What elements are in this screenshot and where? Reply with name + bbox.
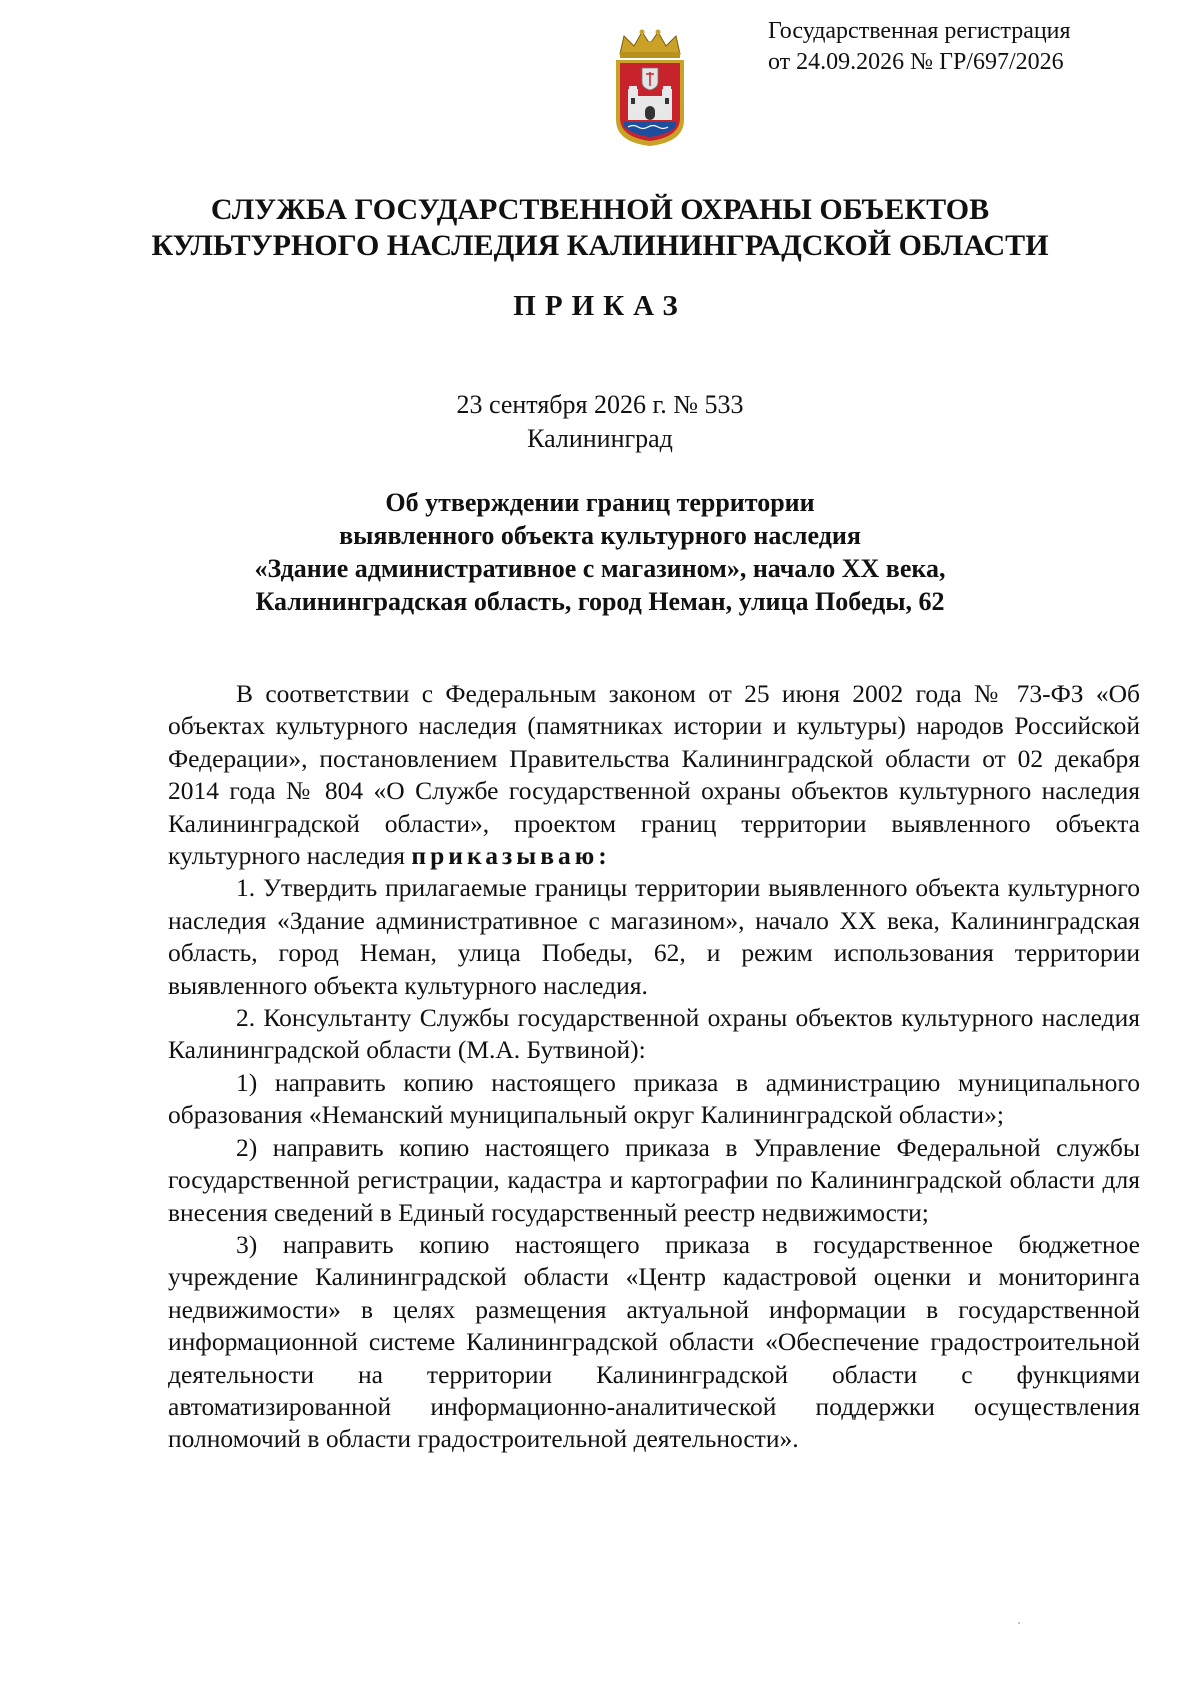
date-number: 23 сентября 2026 г. № 533 xyxy=(456,390,744,419)
scan-speck xyxy=(1018,1622,1020,1624)
order-body xyxy=(168,678,1140,1456)
document-title xyxy=(100,486,1100,618)
title-line-4: Калининградская область, город Неман, улица Победы, 62 xyxy=(255,587,945,616)
kaliningrad-coat-of-arms-icon xyxy=(610,28,690,148)
preamble-paragraph xyxy=(168,678,1140,872)
agency-name xyxy=(100,192,1100,264)
date-and-number-block xyxy=(100,388,1100,456)
title-line-3: «Здание административное с магазином», начало XX века, xyxy=(254,554,946,583)
title-line-2: выявленного объекта культурного наследия xyxy=(339,521,861,550)
agency-name-line-1: СЛУЖБА ГОСУДАРСТВЕННОЙ ОХРАНЫ ОБЪЕКТОВ xyxy=(210,193,990,226)
item-2-subitem-1: 1) направить копию настоящего приказа в администрацию муниципального образования «Неманский муниципальный округ Калининградской области»; xyxy=(168,1067,1140,1130)
agency-name-line-2: КУЛЬТУРНОГО НАСЛЕДИЯ КАЛИНИНГРАДСКОЙ ОБЛАСТИ xyxy=(151,229,1049,262)
document-type: ПРИКАЗ xyxy=(513,290,687,322)
item-1: 1. Утвердить прилагаемые границы территории выявленного объекта культурного наследия «Здание административное с магазином», начало XX века, Калининградская область, город Неман, улица Победы, 62, и режим использования территории выявленного объекта культурного наследия. xyxy=(168,873,1140,1000)
registration-line-2: от 24.09.2026 № ГР/697/2026 xyxy=(768,49,1064,75)
item-2: 2. Консультанту Службы государственной охраны объектов культурного наследия Калининградской области (М.А. Бутвиной): xyxy=(168,1003,1140,1065)
registration-stamp xyxy=(768,16,1071,78)
item-2-subitem-2: 2) направить копию настоящего приказа в Управление Федеральной службы государственной регистрации, кадастра и картографии по Калининградской области для внесения сведений в Единый государственный реестр недвижимости; xyxy=(168,1132,1140,1227)
order-word: приказываю: xyxy=(411,841,611,871)
item-2-subitem-3: 3) направить копию настоящего приказа в государственное бюджетное учреждение Калининградской области «Центр кадастровой оценки и мониторинга недвижимости» в целях размещения актуальной информации в государственной информационной системе Калининградской области «Обеспечение градостроительной деятельности на территории Калининградской области с функциями автоматизированной информационно-аналитической поддержки осуществления полномочий в области градостроительной деятельности». xyxy=(168,1229,1140,1454)
registration-line-1: Государственная регистрация xyxy=(768,18,1071,44)
city: Калининград xyxy=(527,424,673,453)
preamble-text: В соответствии с Федеральным законом от 25 июня 2002 года № 73-ФЗ «Об объектах культурного наследия (памятниках истории и культуры) народов Российской Федерации», постановлением Правительства Калининградской области от 02 декабря 2014 года № 804 «О Службе государственной охраны объектов культурного наследия Калининградской области», проектом границ территории выявленного объекта культурного наследия xyxy=(168,679,1140,871)
title-line-1: Об утверждении границ территории xyxy=(385,488,815,517)
